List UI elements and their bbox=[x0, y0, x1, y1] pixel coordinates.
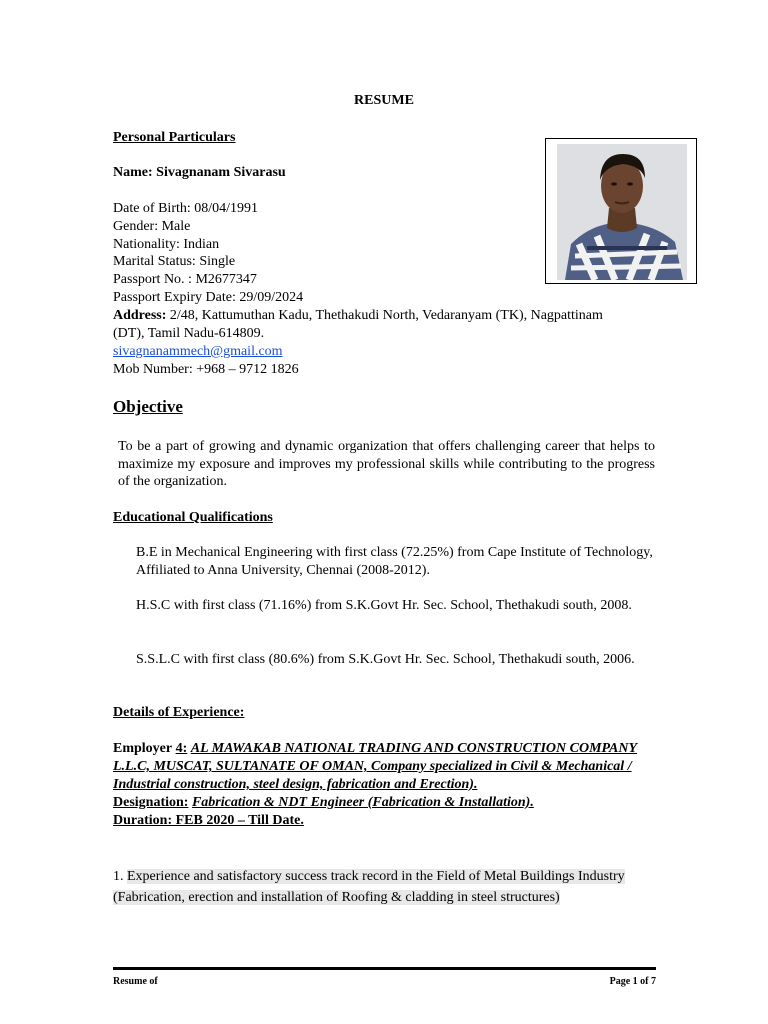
address-text-1: 2/48, Kattumuthan Kadu, Thethakudi North, Vedaranyam (TK), Nagpattinam bbox=[169, 308, 603, 323]
objective-heading: Objective bbox=[113, 397, 183, 416]
objective-text: To be a part of growing and dynamic organization that offers challenging career that helps to maximize my exposure and improves my professional skills while contributing to the progress of the organization. bbox=[118, 439, 655, 489]
experience-heading: Details of Experience: bbox=[113, 705, 245, 720]
dob: Date of Birth: 08/04/1991 bbox=[113, 201, 259, 216]
point-number: 1. bbox=[113, 869, 124, 884]
designation-label: Designation: bbox=[113, 795, 189, 810]
education-heading: Educational Qualifications bbox=[113, 510, 273, 525]
page-title: RESUME bbox=[354, 93, 414, 108]
nationality: Nationality: Indian bbox=[113, 237, 220, 252]
footer-divider bbox=[113, 967, 656, 970]
point-text: Experience and satisfactory success track record in the Field of Metal Buildings Industry (Fabrication, erection and installation of Roofing & cladding in steel structures) bbox=[113, 869, 625, 905]
gender: Gender: Male bbox=[113, 219, 191, 234]
designation-value: Fabrication & NDT Engineer (Fabrication & Installation). bbox=[191, 795, 534, 810]
page-number: Page 1 of 7 bbox=[609, 976, 656, 987]
name-value: Sivagnanam Sivarasu bbox=[156, 165, 286, 180]
footer-left: Resume of bbox=[113, 976, 158, 987]
name-label: Name: bbox=[113, 165, 153, 180]
employer-label: Employer bbox=[113, 741, 173, 756]
address-line-2: (DT), Tamil Nadu-614809. bbox=[113, 326, 265, 341]
address-line-1 bbox=[113, 307, 603, 325]
passport-expiry: Passport Expiry Date: 29/09/2024 bbox=[113, 290, 304, 305]
address-label: Address: bbox=[113, 308, 167, 323]
education-item: H.S.C with first class (71.16%) from S.K.Govt Hr. Sec. School, Thethakudi south, 2008. bbox=[136, 598, 632, 613]
personal-particulars-heading: Personal Particulars bbox=[113, 130, 236, 145]
employer-name: AL MAWAKAB NATIONAL TRADING AND CONSTRUCTION COMPANY L.L.C, MUSCAT, SULTANATE OF OMAN, Company specialized in Civil & Mechanical / Industrial construction, steel design, fabrication and Erection). bbox=[113, 741, 638, 792]
experience-point bbox=[113, 866, 658, 908]
education-item: B.E in Mechanical Engineering with first class (72.25%) from Cape Institute of Technology, Affiliated to Anna University, Chennai (2008-2012). bbox=[136, 545, 653, 578]
employer-number: 4: bbox=[175, 741, 188, 756]
marital-status: Marital Status: Single bbox=[113, 254, 236, 269]
portrait-image bbox=[557, 144, 687, 280]
email-line bbox=[113, 343, 283, 361]
email-link[interactable]: sivagnanammech@gmail.com bbox=[113, 344, 283, 359]
profile-photo bbox=[545, 138, 697, 284]
mobile-number: Mob Number: +968 – 9712 1826 bbox=[113, 362, 299, 377]
duration: Duration: FEB 2020 – Till Date. bbox=[113, 813, 304, 828]
employer-block bbox=[113, 740, 658, 830]
name-line bbox=[113, 164, 286, 182]
education-item: S.S.L.C with first class (80.6%) from S.K.Govt Hr. Sec. School, Thethakudi south, 2006. bbox=[136, 652, 635, 667]
passport-number: Passport No. : M2677347 bbox=[113, 272, 257, 287]
